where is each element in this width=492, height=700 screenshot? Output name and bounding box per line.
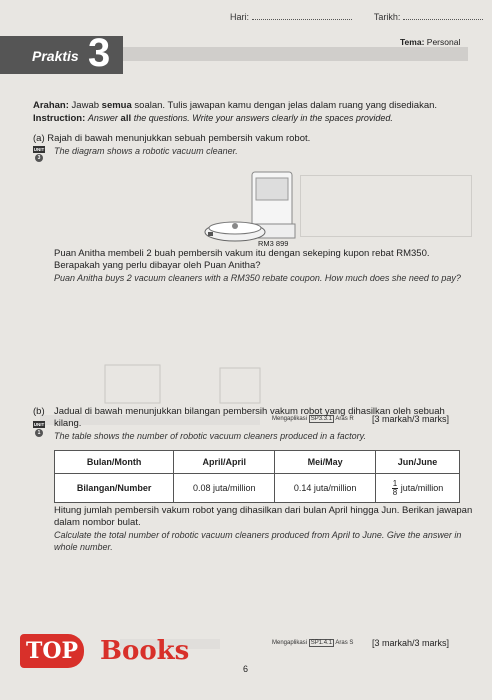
question-a-ms2: Puan Anitha membeli 2 buah pembersih vakum itu dengan sekeping kupon rebat RM350. Berapakah yang perlu dibayar oleh Puan Anitha? [54,248,430,271]
question-b-ms: Jadual di bawah menunjukkan bilangan pembersih vakum robot yang dihasilkan oleh sebuah kilang. [53,406,445,429]
tema-value: Personal [426,37,461,47]
question-b-body [54,505,474,553]
question-b-en: The table shows the number of robotic vacuum cleaners produced in a factory. [54,431,366,441]
question-a-ms: Rajah di bawah menunjukkan sebuah pembersih vakum robot. [47,133,311,144]
question-b-en2: Calculate the total number of robotic vacuum cleaners produced from April to June. Give the answer in whole number. [54,530,462,552]
fraction-denominator: 8 [392,487,398,497]
show-through-furniture [100,360,300,405]
arahan-label: Arahan: [33,100,69,111]
logo-books-text: Books [100,636,190,666]
table-header-row [55,451,460,474]
unit-badge-a-number: 3 [35,154,43,162]
praktis-number: 3 [88,31,111,75]
skill-tag-b [272,640,353,646]
fraction-numerator: 1 [392,478,398,488]
topbooks-logo [20,634,220,670]
skill-tag-b-code: SP1.4.1 [310,640,333,646]
table-header: April/April [174,451,275,474]
marks-a: [3 markah/3 marks] [372,414,450,424]
question-a [33,133,473,157]
arahan-text-1: Jawab [71,100,100,111]
question-a-en: The diagram shows a robotic vacuum cleaner. [54,146,238,156]
table-header: Mei/May [275,451,376,474]
header-fields [230,12,483,22]
tema-label: Tema: [400,37,425,47]
logo-top-text: TOP [20,634,84,668]
question-b [33,406,473,442]
instruction-text-1: Answer [87,113,118,123]
tarikh-field[interactable] [403,19,483,20]
unit-badge-b-label: UNIT [33,422,45,427]
question-a-body [54,248,474,284]
table-cell-mei: 0.14 juta/million [275,474,376,503]
table-row-label: Bilangan/Number [55,474,174,503]
marks-b: [3 markah/3 marks] [372,638,450,648]
production-table [54,450,460,503]
fraction [392,480,398,497]
question-b-ms2: Hitung jumlah pembersih vakum robot yang dihasilkan dari bulan April hingga Jun. Berikan jawapan dalam nombor bulat. [54,505,473,528]
question-a-label: (a) [33,133,45,144]
robot-vacuum-image [200,168,310,248]
table-header: Jun/June [376,451,460,474]
skill-tag-a-label: Mengaplikasi [272,416,308,422]
instructions [33,100,473,125]
hari-label: Hari: [230,12,250,22]
praktis-label: Praktis [32,48,79,64]
question-b-label: (b) [33,406,45,417]
hari-field[interactable] [252,19,352,20]
unit-badge-b [33,421,45,439]
skill-tag-b-level: Aras S [335,640,354,646]
arahan-emphasis: semua [101,100,132,111]
table-cell-april: 0.08 juta/million [174,474,275,503]
skill-tag-a-code: SP3.3.1 [310,416,333,422]
instruction-label: Instruction: [33,113,86,124]
table-cell-jun [376,474,460,503]
table-row [55,474,460,503]
table-header: Bulan/Month [55,451,174,474]
jun-unit: juta/million [400,482,444,493]
title-band [123,47,468,61]
page-number: 6 [243,664,249,674]
arahan-text-2: soalan. Tulis jawapan kamu dengan jelas dalam ruang yang disediakan. [134,100,438,111]
show-through-table [300,175,472,237]
skill-tag-a-level: Aras R [335,416,354,422]
tema [400,37,460,47]
instruction-text-2: the questions. Write your answers clearly in the spaces provided. [133,113,393,123]
skill-tag-b-label: Mengaplikasi [272,640,308,646]
unit-badge-a-label: UNIT [33,147,45,152]
unit-badge-a [33,146,45,164]
unit-badge-b-number: 1 [35,429,43,437]
price-label: RM3 899 [258,239,289,248]
question-a-en2: Puan Anitha buys 2 vacuum cleaners with a RM350 rebate coupon. How much does she need to pay? [54,273,461,283]
instruction-emphasis: all [120,113,132,124]
tarikh-label: Tarikh: [373,12,401,22]
